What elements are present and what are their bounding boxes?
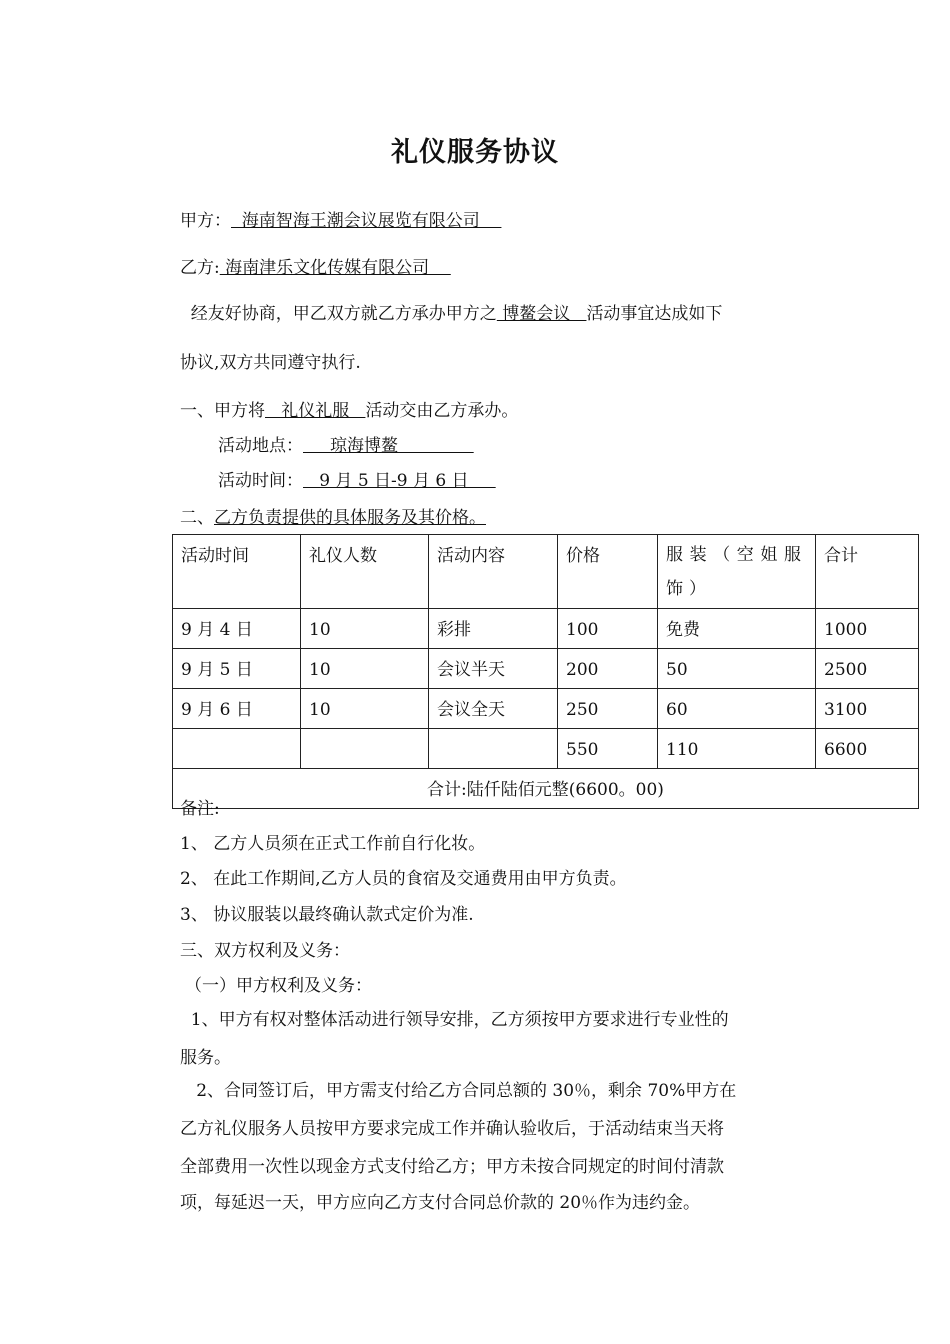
- table-cell: 9 月 5 日: [173, 649, 301, 689]
- paragraph-line: 乙方礼仪服务人员按甲方要求完成工作并确认验收后，于活动结束当天将: [180, 1119, 724, 1139]
- section1-service: 礼仪礼服: [265, 401, 366, 421]
- table-cell: 2500: [816, 649, 919, 689]
- table-row: [173, 689, 919, 729]
- location-value: 琼海博鳌: [303, 436, 474, 456]
- table-cell: 250: [558, 689, 658, 729]
- table-cell: 110: [658, 729, 816, 769]
- table-cell: 200: [558, 649, 658, 689]
- table-cell: 6600: [816, 729, 919, 769]
- table-cell: 10: [301, 689, 429, 729]
- section3-heading: 三、双方权利及义务：: [180, 941, 350, 961]
- party-a-value: 海南智海王潮会议展览有限公司: [231, 211, 502, 231]
- table-cell: 会议全天: [429, 689, 558, 729]
- table-total-row: [173, 769, 919, 809]
- party-a-line: [180, 206, 501, 231]
- table-cell: [173, 729, 301, 769]
- table-total-cell: 合计:陆仟陆佰元整(6600。00): [173, 769, 919, 809]
- table-row: [173, 609, 919, 649]
- section2-prefix: 二、: [180, 508, 214, 528]
- paragraph-line: 全部费用一次性以现金方式支付给乙方；甲方未按合同规定的时间付清款: [180, 1157, 724, 1177]
- table-cell: [429, 729, 558, 769]
- header-cell: 活动时间: [173, 535, 301, 609]
- notes-label: 备注:: [180, 799, 220, 819]
- table-row: [173, 729, 919, 769]
- table-cell: 50: [658, 649, 816, 689]
- location-line: [218, 431, 474, 456]
- table-cell: [301, 729, 429, 769]
- time-line: [218, 466, 496, 491]
- intro-event: 博鳌会议: [496, 304, 587, 324]
- section3-subheading: （一）甲方权利及义务：: [185, 976, 372, 996]
- party-b-value: 海南津乐文化传媒有限公司: [219, 258, 451, 278]
- section1-line: [180, 396, 518, 421]
- table-cell: 60: [658, 689, 816, 729]
- table-cell: 9 月 6 日: [173, 689, 301, 729]
- section1-prefix: 一、甲方将: [180, 401, 265, 421]
- table-cell: 免费: [658, 609, 816, 649]
- paragraph-line: 服务。: [180, 1048, 231, 1068]
- note-item: 1、 乙方人员须在正式工作前自行化妆。: [180, 834, 486, 854]
- paragraph-line: 2、合同签订后，甲方需支付给乙方合同总额的 30％，剩余 70%甲方在: [180, 1081, 737, 1101]
- table-row: [173, 649, 919, 689]
- section2-line: [180, 503, 486, 528]
- table-cell: 550: [558, 729, 658, 769]
- header-cell: 服装（空姐服饰）: [658, 535, 816, 609]
- document-title: 礼仪服务协议: [391, 137, 559, 168]
- party-a-label: 甲方：: [180, 211, 231, 231]
- paragraph-line: 项，每延迟一天，甲方应向乙方支付合同总价款的 20％作为违约金。: [180, 1193, 701, 1213]
- table-cell: 9 月 4 日: [173, 609, 301, 649]
- location-label: 活动地点：: [218, 436, 303, 456]
- intro-suffix: 活动事宜达成如下: [586, 304, 723, 324]
- party-b-label: 乙方:: [180, 258, 220, 278]
- note-item: 2、 在此工作期间,乙方人员的食宿及交通费用由甲方负责。: [180, 869, 627, 889]
- table-cell: 彩排: [429, 609, 558, 649]
- table-cell: 10: [301, 609, 429, 649]
- service-price-table: [172, 534, 919, 809]
- table-cell: 100: [558, 609, 658, 649]
- section2-heading: 乙方负责提供的具体服务及其价格。: [214, 508, 486, 528]
- intro-line-2: 协议,双方共同遵守执行.: [180, 353, 361, 373]
- table-cell: 1000: [816, 609, 919, 649]
- table-cell: 会议半天: [429, 649, 558, 689]
- note-item: 3、 协议服装以最终确认款式定价为准.: [180, 905, 474, 925]
- header-cell: 活动内容: [429, 535, 558, 609]
- table-cell: 3100: [816, 689, 919, 729]
- paragraph-line: 1、甲方有权对整体活动进行领导安排，乙方须按甲方要求进行专业性的: [180, 1010, 729, 1030]
- header-cell: 合计: [816, 535, 919, 609]
- table-cell: 10: [301, 649, 429, 689]
- time-value: 9 月 5 日-9 月 6 日: [303, 471, 496, 491]
- intro-line-1: [180, 299, 722, 324]
- header-cell: 礼仪人数: [301, 535, 429, 609]
- time-label: 活动时间：: [218, 471, 303, 491]
- table-header-row: [173, 535, 919, 609]
- intro-prefix: 经友好协商，甲乙双方就乙方承办甲方之: [180, 304, 497, 324]
- section1-suffix: 活动交由乙方承办。: [365, 401, 519, 421]
- party-b-line: [180, 253, 451, 278]
- header-cell: 价格: [558, 535, 658, 609]
